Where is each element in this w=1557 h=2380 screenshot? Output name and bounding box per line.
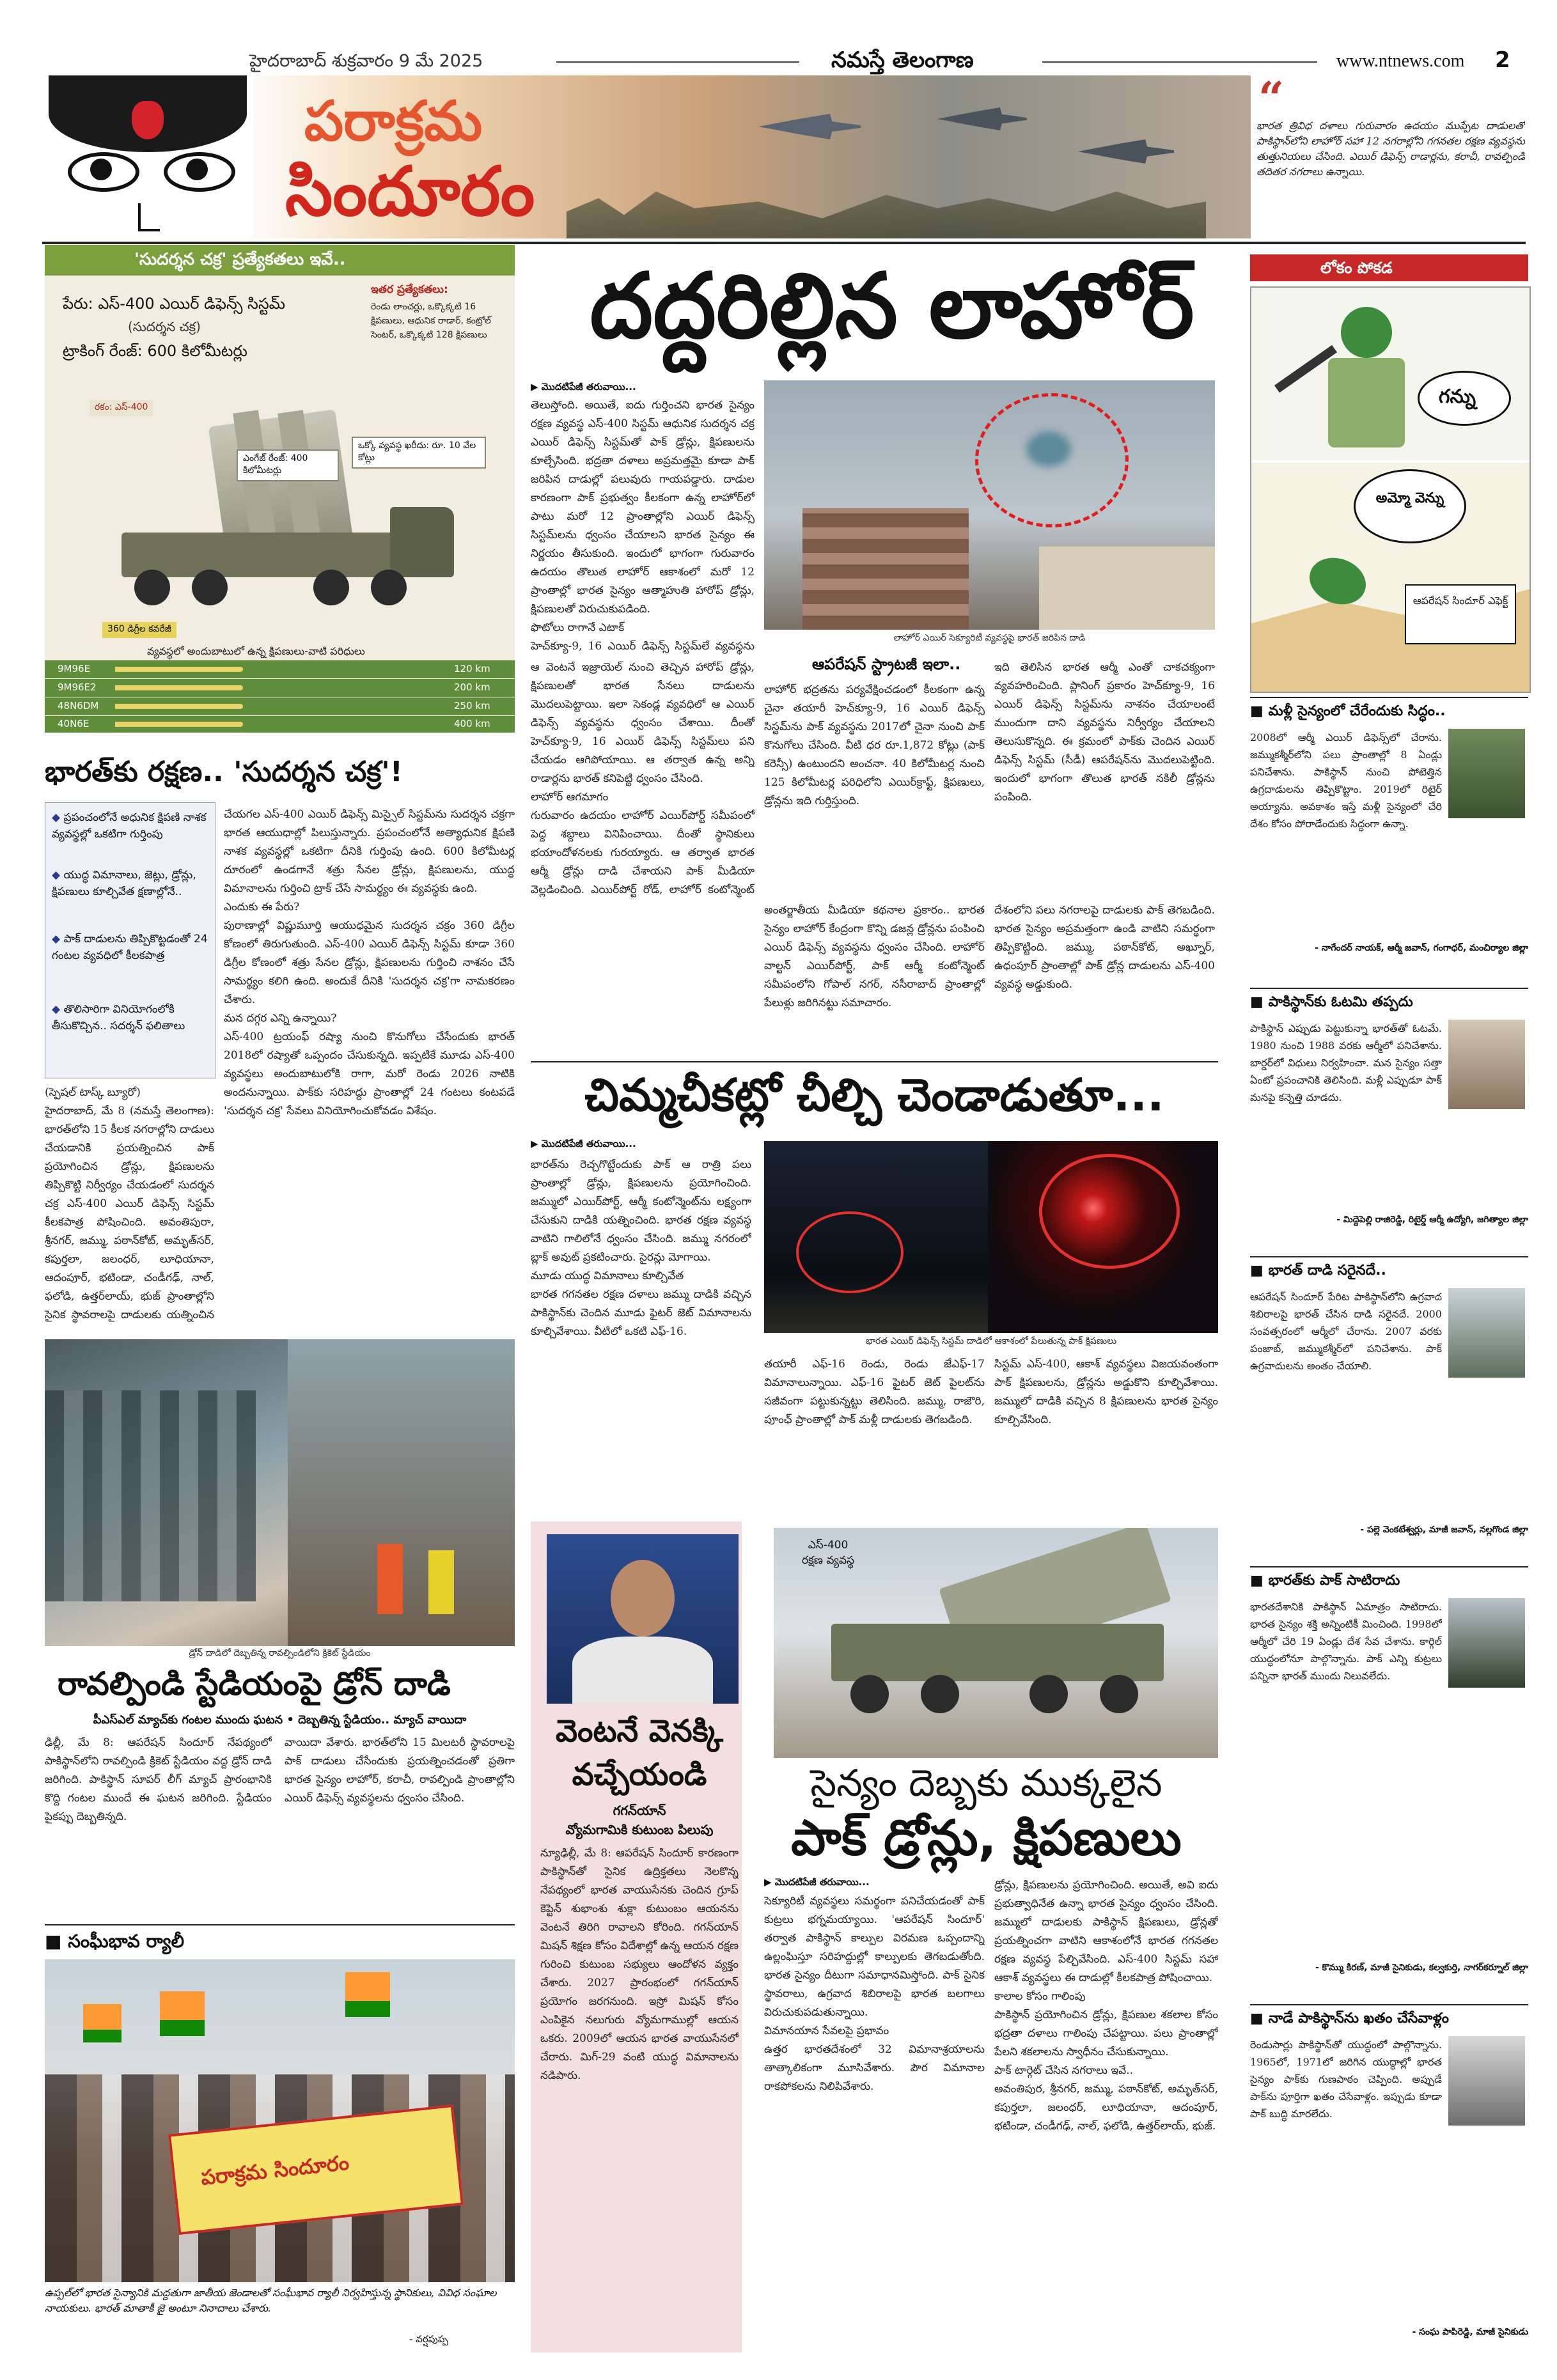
dark-photo-caption: భారత ఎయిర్ డిఫెన్స్ సిస్టమ్ దాడిలో ఆకాశంలో పేలుతున్న పాక్ క్షిపణులు (865, 1336, 1117, 1346)
dark-headline: చిమ్మచీకట్లో చీల్చి చెండాడుతూ... (584, 1069, 1164, 1121)
cartoon-bubble-text: అమ్మో వెన్ను (1375, 490, 1444, 506)
bullet-item: ◆ పాక్ దాడులను తిప్పికొట్టడంతో 24 గంటల వ్యవధిలో కీలకపాత్ర (52, 933, 208, 962)
cartoon-bubble-text: గన్ను (1439, 385, 1476, 408)
infobox-name: పేరు: ఎస్-400 ఎయిర్ డిఫెన్స్ సిస్టమ్ (63, 295, 286, 313)
missile-row (45, 716, 515, 733)
missile-blast-circle (1039, 1154, 1180, 1269)
sidebar-item-credit: - నాగేందర్ నాయక్, ఆర్మీ జవాన్, గంగాధర్, మంచిర్యాల జిల్లా (1315, 943, 1528, 953)
cartoon-panel-1 (1251, 288, 1530, 460)
missile-range: 120 km (454, 663, 490, 674)
sidebar-item-body: ఆపరేషన్ సిందూర్‌ పేరిట పాకిస్థాన్‌లోని ఉగ్రవాద శిబిరాలపై భారత్ చేసిన దాడి సరైనదే. 2000 సంవత్సరంలో ఆర్మీలో చేరాను. 2007 వరకు పంజాబ్, జమ్ముకశ్మీర్‌లో పనిచేశాను. పాక్ ఉగ్రవాదులను అంతం చేయాలి. (1250, 1291, 1442, 1372)
sidebar-item (1250, 1256, 1528, 1563)
lahore-col5: అంతర్జాతీయ మీడియా కథనాల ప్రకారం.. భారత సైన్యం లాహోర్ కేంద్రంగా కొన్ని డజన్ల డ్రోన్లను పంపించి ఎయిర్ డిఫెన్స్ వ్యవస్థను ధ్వంసం చేసింది. లాహోర్ వాల్టన్ ఎయిర్‌పోర్ట్, పాక్ ఆర్మీ కంటోన్మెంట్ సమీపంలోని గోపాల్ నగర్, నసీరాబాద్ ప్రాంతాల్లో పేలుళ్లు జరిగినట్టు సమాచారం. (764, 904, 985, 1009)
rally-caption: ఉప్పల్‌లో భారత సైన్యానికి మద్దతుగా జాతీయ జెండాలతో సంఘీభావ ర్యాలీ నిర్వహిస్తున్న స్థానికులు, వివిధ సంఘాల నాయకులు. భారత్ మాతాకీ జై అంటూ నినాదాలు చేశారు. (45, 2287, 497, 2314)
gaganyan-body: న్యూఢిల్లీ, మే 8: ఆపరేషన్ సిందూర్ కారణంగా పాకిస్థాన్‌తో సైనిక ఉద్రిక్తతలు నెలకొన్న నేపథ్యంలో భారత వాయుసేనకు చెందిన గ్రూప్ కెప్టెన్ శుభాంశు శుక్లా కుటుంబం ఆయనను వెంటనే తిరిగి రావాలని కోరింది. గగన్‌యాన్ మిషన్ శిక్షణ కోసం విదేశాల్లో ఉన్న ఆయన రక్షణ గురించి కుటుంబ సభ్యులు ఆందోళన వ్యక్తం చేశారు. 2027 ప్రారంభంలో గగన్‌యాన్ ప్రయోగం జరగనుంది. ఇస్రో మిషన్ కోసం ఎంపికైన నలుగురు వ్యోమగాముల్లో ఆయన ఒకరు. 2009లో ఆయన భారత వాయుసేనలో చేరారు. మిగ్-29 వంటి యుద్ధ విమానాలను నడిపారు. (540, 1847, 739, 2082)
fighter-jet-icon (758, 114, 861, 139)
cartoon-title: లోకం పోకడ (1320, 259, 1393, 277)
sidebar-portrait (1448, 729, 1525, 818)
masthead-rule-left (556, 61, 799, 63)
missile-range: 250 km (454, 700, 490, 712)
stadium-subhead: పీఎస్ఎల్ మ్యాచ్‌కు గంటల ముందు ఘటన • దెబ్బతిన్న స్టేడియం.. మ్యాచ్ వాయిదా (93, 1713, 467, 1727)
cartoon-sign-text: ఆపరేషన్ సిందూర్ ఎఫెక్ట్ (1412, 595, 1508, 607)
stadium-body-2: వాయిదా వేశారు. భారత్‌లోని 15 మిలటరీ స్థావరాలపై పాక్ దాడులు చేసేందుకు ప్రయత్నించడంతో ప్రతిగా భారత సైన్యం లాహోర్, కరాచీ, రావల్పిండి ప్రాంతాల్లోని ఎయిర్ డిఫెన్స్ వ్యవస్థలను ధ్వంసం చేసింది. (285, 1736, 515, 1805)
sudarshan-body-right: చేయగల ఎస్-400 ఎయిర్ డిఫెన్స్ మిస్సైల్ సిస్టమ్‌ను సుదర్శన చక్రగా భారత ఆయుధాల్లో పిలుస్తున్నారు. ప్రపంచంలోనే అత్యాధునిక క్షిపణి నాశక వ్యవస్థల్లో ఒకటిగా దీనికి గుర్తింపు ఉంది. 600 కిలోమీటర్ల దూరంలో ఉండగానే శత్రు సేనల డ్రోన్లు, క్షిపణులను, యుద్ధ విమానాలను గుర్తించి ట్రాక్ చేసే సామర్థ్యం ఈ వ్యవస్థకు ఉంది. ఎందుకు ఈ పేరు? పురాణాల్లో విష్ణుమూర్తి ఆయుధమైన సుదర్శన చక్రం 360 డిగ్రీల కోణంలో తిరుగుతుంది. ఎస్-400 ఎయిర్ డిఫెన్స్ సిస్టమ్ కూడా 360 డిగ్రీల కోణంలో శత్రు సేనల డ్రోన్లు, క్షిపణులను గుర్తించి నాశనం చేసే సామర్థ్యం కలిగి ఉంది. అందుకే దీనికి 'సుదర్శన చక్ర'గా నామకరణం చేశారు. మన దగ్గర ఎన్ని ఉన్నాయి? ఎస్-400 ట్రయంఫ్ రష్యా నుంచి కొనుగోలు చేసేందుకు భారత్ 2018లో రష్యాతో ఒప్పందం చేసుకున్నది. ఇప్పటికే మూడు ఎస్-400 వ్యవస్థలు అందుబాటులోకి రాగా, మరో రెండు 2026 నాటికి అందనున్నాయి. పాక్‌కు సరిహద్దు ప్రాంతాల్లో 24 గంటలు కంటపడే 'సుదర్శన చక్ర' సేవలు వినియోగించుకోవడం విశేషం. (224, 808, 515, 1117)
lahore-headline: దద్దరిల్లిన లాహోర్ (590, 254, 1194, 359)
drones-col2: డ్రోన్లు, క్షిపణులను ప్రయోగించింది. అయితే, అవి ఐదు ప్రభుత్వాధినేత ఉన్నా భారత సైన్యం ధ్వంసం చేసింది. జమ్ములో దాడులకు పాకిస్థాన్ క్షిపణులు, డ్రోన్లతో ప్రయత్నించగా వాటిని ఆకాశంలోనే భారత గగనతల రక్షణ వ్యవస్థ పేల్చివేసింది. ఎస్-400 సిస్టమ్ సహా ఆకాశ్ వ్యవస్థలు ఈ దాడుల్లో కీలకపాత్ర పోషించాయి. కాలాల కోసం గాలింపు పాకిస్థాన్ ప్రయోగించిన డ్రోన్లు, క్షిపణుల శకలాల కోసం భద్రతా దళాలు గాలింపు చేపట్టాయి. పలు ప్రాంతాల్లో పేలని శకలాలను స్వాధీనం చేసుకున్నాయి. పాక్ టార్గెట్ చేసిన నగరాలు ఇవే.. అవంతిపుర, శ్రీనగర్, జమ్ము, పఠాన్‌కోట్, అమృత్‌సర్, కపుర్తలా, జలంధర్, లూధియానా, ఆదంపూర్, భటిండా, చండీగఢ్, నాల్, ఫలోడి, ఉత్తర్‌లాయ్, భుజ్. (994, 1879, 1218, 2133)
infobox-subname: (సుదర్శన చక్ర) (128, 319, 201, 334)
masthead-rule-right (1042, 61, 1317, 63)
missile-name: 40N6E (58, 718, 90, 729)
infobox-range: ట్రాకింగ్ రేంజ్: 600 కిలోమీటర్లు (63, 342, 247, 360)
banner (42, 75, 1251, 238)
drones-headline-1: సైన్యం దెబ్బకు ముక్కలైన (810, 1761, 1162, 1805)
rally-banner-text: పరాక్రమ సిందూరం (200, 2150, 350, 2190)
lahore-op-title: ఆపరేషన్ స్ట్రాటజీ ఇలా.. (812, 655, 961, 673)
dateline: హైదరాబాద్ శుక్రవారం 9 మే 2025 (249, 51, 483, 71)
stadium-headline: రావల్పిండి స్టేడియంపై డ్రోన్ దాడి (58, 1665, 451, 1702)
masthead (45, 47, 1528, 79)
infobox-features: రెండు లాంచర్లు, ఒక్కొక్కటి 16 క్షిపణులు, ఆధునిక రాడార్, కంట్రోల్ సెంటర్, ఒక్కొక్కటి 128 క్షిపణులు (371, 302, 491, 340)
fighter-jet-icon (1078, 139, 1174, 164)
stadium-caption: డ్రోన్ దాడిలో దెబ్బతిన్న రావల్పిండిలోని క్రికెట్ స్టేడియం (189, 1648, 371, 1658)
gaganyan-kicker: గగన్‌యాన్ (613, 1803, 666, 1818)
lahore-col3: లాహోర్ భద్రతను పర్యవేక్షించడంలో కీలకంగా ఉన్న చైనా తయారీ హెచ్‌క్యూ-9, 16 ఎయిర్ డిఫెన్స్ సిస్టమ్‌ను పాక్ వ్యవస్థను 2017లో చైనా నుంచి పాక్ కొనుగోలు చేసింది. వీటి ధర రూ.1,872 కోట్లు (పాక్ కరెన్సీ) ఉంటుందని అంచనా. 40 కిలోమీటర్ల నుంచి 125 కిలోమీటర్ల పరిధిలోని ఎయిర్‌క్రాఫ్ట్, క్షిపణులు, డ్రోన్లను ఇది గుర్తిస్తుంది. (764, 683, 985, 807)
banner-bottom-rule (42, 242, 1526, 244)
banner-title-2: సిందూరం (285, 152, 535, 231)
infobox-features-title: ఇతర ప్రత్యేకతలు: (371, 283, 448, 296)
dark-body-1: భారత్‌ను రెచ్చగొట్టేందుకు పాక్ ఆ రాత్రి పలు ప్రాంతాల్లో డ్రోన్లు, క్షిపణులను ప్రయోగించింది. జమ్ములో ఎయిర్‌పోర్ట్, ఆర్మీ కంటోన్మెంట్‌ను లక్ష్యంగా చేసుకుని దాడికి యత్నించింది. భారత రక్షణ వ్యవస్థ వాటిని గాలిలోనే ధ్వంసం చేసింది. జమ్ము నగరంలో బ్లాక్ అవుట్ ప్రకటించారు. సైరన్లు మోగాయి. మూడు యుద్ధ విమానాలు కూల్చివేత భారత గగనతల రక్షణ దళాలు జమ్ము దాడికి వచ్చిన పాకిస్థాన్‌కు చెందిన మూడు ఫైటర్ జెట్ విమానాలను కూల్చివేశాయి. వీటిలో ఒకటి ఎఫ్-16. (531, 1158, 751, 1338)
cartoon (1250, 286, 1531, 693)
banner-quote-mark: “ (1258, 72, 1285, 125)
missile-name: 48N6DM (58, 700, 99, 712)
gaganyan-subhead: వ్యోమగామికి కుటుంబ పిలుపు (565, 1822, 714, 1837)
sidebar-item-credit: - పల్లె వెంకటేశ్వర్లు, మాజీ జవాన్, నల్లగొండ జిల్లా (1360, 1525, 1528, 1535)
stadium-body-1: ఢిల్లీ, మే 8: ఆపరేషన్ సిందూర్ నేపథ్యంలో పాకిస్థాన్‌లోని రావల్పిండి క్రికెట్ స్టేడియం వద్ద డ్రోన్ దాడి జరిగింది. పాకిస్థాన్ సూపర్ లీగ్ మ్యాచ్ ప్రారంభానికి కొద్ది గంటల ముందే ఈ ఘటన జరిగింది. స్టేడియం పైకప్పు దెబ్బతిన్నది. (45, 1736, 272, 1823)
sidebar-item-body: రెండుసార్లు పాకిస్థాన్‌తో యుద్ధంలో పాల్గొన్నాను. 1965లో, 1971లో జరిగిన యుద్ధాల్లో భారత సైన్యం పాక్‌కు గుణపాఠం చెప్పింది. అప్పుడే పాక్‌ను పూర్తిగా ఖతం చేసేవాళ్లం. ఇప్పుడు కూడా పాక్ బుద్ధి మారలేదు. (1250, 2039, 1442, 2120)
lahore-lead: ▶ మొదటిపేజీ తరువాయి... (531, 381, 636, 393)
banner-title-1: పరాక్రమ (304, 89, 483, 153)
sidebar-portrait (1448, 1020, 1525, 1109)
paper-name: నమస్తే తెలంగాణ (831, 47, 974, 73)
sidebar-item (1250, 2004, 1528, 2349)
sidebar-item-title: ■ నాడే పాకిస్థాన్‌ను ఖతం చేసేవాళ్లం (1250, 2011, 1449, 2026)
dark-body-2: తయారీ ఎఫ్-16 రెండు, రెండు జేఎఫ్-17 విమానాలున్నాయి. ఎఫ్-16 ఫైటర్ జెట్ పైలట్‌ను సజీవంగా పట్టుకున్నట్టు తెలిసింది. జమ్ము, రాజౌరి, పూంఛ్ ప్రాంతాల్లో పాక్ మళ్లీ దాడులకు తెగబడింది. (764, 1358, 985, 1426)
sidebar-item-title: ■ భారత్ దాడి సరైనదే.. (1250, 1263, 1386, 1279)
missile-range: 400 km (454, 718, 490, 729)
bullet-item: ◆ యుద్ధ విమానాలు, జెట్లు, డ్రోన్లు, క్షిపణులు కూల్చివేత క్షణాల్లోనే.. (52, 869, 196, 898)
cartoon-bubble (1354, 469, 1466, 543)
cartoon-bubble (1418, 371, 1511, 426)
missile-row (45, 679, 515, 697)
sidebar-item-title: ■ భారత్‌కు పాక్ సాటిరాదు (1250, 1573, 1400, 1589)
cartoon-title-bar (1250, 254, 1528, 281)
gaganyan-headline-2: వచ్చేయండి (572, 1757, 707, 1793)
sidebar-item (1250, 1566, 1528, 2001)
infobox-tag-engage: ఎంగేజ్ రేంజ్: 400 కిలోమీటర్లు (237, 449, 339, 481)
missile-icon (115, 685, 243, 690)
missile-row (45, 697, 515, 715)
sidebar-item-body: పాకిస్థాన్‌ ఎప్పుడు పెట్టుకున్నా భారత్‌తో ఓటమే. 1980 నుంచి 1988 వరకు ఆర్మీలో పనిచేశాను. బార్డర్‌లో విధులు నిర్వహించా. మన సైన్యం సత్తా ఏంటో ప్రపంచానికి తెలిసింది. మళ్లీ ఎప్పుడూ పాక్ మనపై కన్నెత్తి చూడదు. (1250, 1022, 1442, 1103)
dark-photo (764, 1141, 1218, 1333)
stadium-photo (45, 1339, 515, 1646)
infobox-tag-coverage: 360 డిగ్రీల కవరేజీ (102, 622, 176, 638)
sidebar-portrait (1448, 1288, 1525, 1378)
s400-infobox (45, 245, 515, 733)
face-illustration (42, 75, 253, 238)
missile-row (45, 660, 515, 678)
drones-lead: ▶ మొదటిపేజీ తరువాయి... (764, 1876, 870, 1888)
rally-photo (45, 1959, 515, 2282)
sidebar-item-body: 2008లో ఆర్మీ ఎయిర్ డిఫెన్స్‌లో చేరాను. జమ్ముకశ్మీర్‌లోని పలు ప్రాంతాల్లో 8 ఏండ్లు పనిచేశాను. పాకిస్థాన్ నుంచి పోటెత్తిన ఉగ్రదాడులను తిప్పికొట్టాం. 2019లో రిటైర్ అయ్యాను. అవకాశం ఇస్తే మళ్లీ సైన్యంలో చేరి దేశం కోసం పోరాడేందుకు సిద్ధంగా ఉన్నా. (1250, 731, 1442, 830)
lahore-col2: ఆ వెంటనే ఇజ్రాయెల్ నుంచి తెచ్చిన హారోప్ డ్రోన్లు, క్షిపణులతో భారత సేనలు దాడులను మొదలుపెట్టాయి. ఇలా సెకండ్ల వ్యవధిలో ఆ ఎయిర్ డిఫెన్స్ వ్యవస్థను ధ్వంసం చేశాయి. దీంతో హెచ్‌క్యూ-9, 16 ఎయిర్ డిఫెన్స్ సిస్టమ్‌లు పని చేయడం ఆగిపోయాయి. ఆ తర్వాత ఉన్న అన్ని రాడార్లను భారత్ కనిపెట్టి ధ్వంసం చేసింది. లాహోర్ ఆగమాగం గురువారం ఉదయం లాహోర్ ఎయిర్‌పోర్ట్ సమీపంలో పెద్ద శబ్దాలు వినిపించాయి. దీంతో స్థానికులు భయాందోళనలకు గురయ్యారు. ఆ తర్వాత భారత ఆర్మీ డ్రోన్లు దాడి చేశాయని పాక్ మీడియా వెల్లడించింది. ఎయిర్‌పోర్ట్ రోడ్, లాహోర్ కంటోన్మెంట్ (531, 661, 755, 896)
sidebar-item-credit: - కొమ్ము కిరణ్, మాజీ సైనికుడు, కల్వకుర్తి, నాగర్‌కర్నూల్ జిల్లా (1315, 1963, 1528, 1973)
missile-icon (115, 704, 243, 709)
dark-rule (531, 1061, 1218, 1062)
sidebar-portrait (1448, 2036, 1525, 2126)
drones-photo-label: ఎస్-400 రక్షణ వ్యవస్థ (801, 1539, 855, 1567)
site-url: www.ntnews.com (1336, 51, 1465, 71)
lahore-col4: ఇది తెలిసిన భారత ఆర్మీ ఎంతో చాకచక్యంగా వ్యవహరించింది. ప్లానింగ్ ప్రకారం హెచ్‌క్యూ-9, 16 ఎయిర్ డిఫెన్స్ సిస్టమ్‌ను నాశనం చేయాలంటే ముందుగా దాని వ్యవస్థను నిర్వీర్యం చేయాలని తెలుసుకొన్నది. ఈ క్రమంలో పాక్‌కు చెందిన ఎయిర్ డిఫెన్స్ సిస్టమ్ (సీడీ) ఆపరేషన్‌ను మొదలుపెట్టింది. ఇందులో భాగంగా తొలుత భారత్ నకిలీ డ్రోన్లను పంపింది. (994, 661, 1215, 804)
lahore-col6: దేశంలోని పలు నగరాలపై దాడులకు పాక్ తెగబడింది. భారత సైన్యం అప్రమత్తంగా ఉండి వాటిని సమర్థంగా తిప్పికొట్టింది. జమ్ము, పఠాన్‌కోట్, అఖ్నూర్, ఉధంపూర్ ప్రాంతాల్లో పాక్ డ్రోన్ల దాడులను ఎస్-400 వ్యవస్థ అడ్డుకుంది. (994, 904, 1215, 991)
missile-icon (115, 667, 243, 672)
bullet-item: ◆ ప్రపంచంలోనే అధునిక క్షిపణి నాశక వ్యవస్థల్లో ఒకటిగా గుర్తింపు (52, 811, 207, 841)
banner-quote: భారత త్రివిధ దళాలు గురువారం ఉదయం ముప్పేట దాడులతో పాకిస్థాన్‌లోని లాహోర్ సహా 12 నగరాల్లోని గగనతల రక్షణ వ్యవస్థను తుత్తునియలు చేసింది. ఎయిర్ డిఫెన్స్ రాడార్లను, కరాచీ, రావల్పిండి తదితర నగరాలు ఉన్నాయి. (1256, 120, 1525, 178)
sidebar-item-credit: - సంఘ పాపిరెడ్డి, మాజీ సైనికుడు (1412, 2327, 1528, 2337)
drones-headline-2: పాక్ డ్రోన్లు, క్షిపణులు (791, 1809, 1182, 1866)
page-number: 2 (1495, 47, 1510, 73)
rally-rule (45, 1924, 515, 1925)
soldiers-silhouette (567, 171, 1206, 238)
sudarshan-headline: భారత్‌కు రక్షణ.. 'సుదర్శన చక్ర'! (45, 756, 403, 788)
sidebar-portrait (1448, 1598, 1525, 1688)
gaganyan-portrait (547, 1534, 739, 1704)
infobox-title: 'సుదర్శన చక్ర' ప్రత్యేకతలు ఇవే.. (134, 250, 346, 269)
missile-icon (115, 722, 243, 727)
lahore-photo-caption: లాహోర్ ఎయిర్ సెక్యూరిటీ వ్యవస్థపై భారత్ జరిపిన దాడి (893, 633, 1086, 643)
sidebar-item-title: ■ మళ్లీ సైన్యంలో చేరేందుకు సిద్ధం.. (1250, 703, 1446, 719)
missile-range: 200 km (454, 681, 490, 693)
rally-title: ■ సంఘీభావ ర్యాలీ (45, 1931, 185, 1952)
lahore-col1: తెలుస్తోంది. అయితే, ఐదు గుర్తించని భారత సైన్యం రక్షణ వ్యవస్థ ఎస్-400 సిస్టమ్ ఆధునిక సుదర్శన చక్ర ఎయిర్ డిఫెన్స్ సిస్టమ్‌తో పాక్ డ్రోన్లు, క్షిపణులను కూల్చేసింది. భద్రతా దళాలు అప్రమత్తమై కూడా పాక్ జరిపిన దాడుల్లో పలువురు గాయపడ్డారు. దాడుల కారణంగా పాక్ ప్రభుత్వం కీలకంగా ఉన్న లాహోర్‌లో పాటు మరో 12 ప్రాంతాల్లోని ఎయిర్ డిఫెన్స్ సిస్టమ్‌లను ధ్వంసం చేయాలని భారత సైన్యం ఈ నిర్ణయం తీసుకుంది. ఇందులో భాగంగా గురువారం ఉదయం తొలుత లాహోర్ ఆకాశంలో మరో 12 ప్రాంతాల్లో భారత సైన్యం ఆత్మాహుతి హారోప్ డ్రోన్లు, క్షిపణులతో విరుచుకుపడింది. ఫొటోలు రాగానే ఎటాక్ హెచ్‌క్యూ-9, 16 ఎయిర్ డిఫెన్స్ సిస్టమ్‌లే వ్యవస్థను (531, 399, 755, 653)
lahore-photo (764, 380, 1215, 630)
fighter-jet-icon (937, 107, 1027, 130)
dark-body-3: సిస్టమ్ ఎస్-400, ఆకాశ్ వ్యవస్థలు విజయవంతంగా పాక్ క్షిపణులను, డ్రోన్లను అడ్డుకొని కూల్చివేశాయి. జమ్ములో దాడికి వచ్చిన 8 క్షిపణులను భారత సైన్యం కూల్చివేసింది. (994, 1358, 1218, 1426)
dark-lead: ▶ మొదటిపేజీ తరువాయి... (531, 1138, 636, 1149)
sudarshan-bullets (45, 802, 215, 1078)
sidebar-item (1250, 988, 1528, 1256)
missile-name: 9M96E2 (58, 681, 97, 693)
infobox-tag-cost: ఒక్కో వ్యవస్థ ఖరీదు: రూ. 10 వేల కోట్లు (352, 437, 486, 469)
sudarshan-body-left: (స్పెషల్ టాస్క్ బ్యూరో) హైదరాబాద్, మే 8 (నమస్తే తెలంగాణ): భారత్‌లోని 15 కీలక నగరాల్లోని దాడులు చేయడానికి ప్రయత్నించిన పాక్ ప్రయోగించిన డ్రోన్లు, క్షిపణులను తిప్పికొట్టి నిర్వీర్యం చేయడంలో సుదర్శన చక్ర ఎస్-400 ఎయిర్ డిఫెన్స్ సిస్టమ్ కీలకపాత్ర పోషించింది. అవంతిపురా, శ్రీనగర్, జమ్ము, పఠాన్‌కోట్, అమృత్‌సర్, కపుర్తలా, జలంధర్, లూధియానా, ఆదంపూర్, భటిండా, చండీగఢ్, నాల్, ఫలోడి, ఉత్తర్‌లాయ్, భుజ్ ప్రాంతాల్లోని సైనిక స్థావరాలపై దాడులకు యత్నించిన (45, 1086, 214, 1321)
gaganyan-headline-1: వెంటనే వెనక్కి (556, 1713, 723, 1749)
missile-blast-circle (796, 1211, 904, 1293)
infobox-tag-type: రకం: ఎస్-400 (90, 400, 153, 416)
rally-credit: - వర్షపుప్ప (409, 2333, 448, 2345)
rally-title-text: సంఘీభావ ర్యాలీ (68, 1931, 185, 1952)
sidebar-item-body: భారతదేశానికి పాకిస్థాన్ ఏమాత్రం సాటిరాదు. భారత సైన్యం శక్తి అన్నింటికీ మించింది. 1998లో ఆర్మీలో చేరి 19 ఏండ్లు దేశ సేవ చేశాను. కార్గిల్ యుద్ధంలోనూ పాల్గొన్నాను. పాక్ ఎన్ని కుట్రలు పన్నినా భారత్ ముందు నిలువలేదు. (1250, 1601, 1442, 1682)
cartoon-sign (1405, 584, 1516, 644)
bullet-item: ◆ తొలిసారిగా వినియోగంలోకి తీసుకొచ్చిన.. సదర్శన్ ఫలితాలు (52, 1003, 185, 1032)
missile-name: 9M96E (58, 663, 91, 674)
cartoon-panel-2 (1251, 463, 1530, 692)
sidebar-item-title: ■ పాకిస్థాన్‌కు ఓటమి తప్పదు (1250, 994, 1413, 1010)
drones-col1: సెక్యూరిటీ వ్యవస్థలు సమర్థంగా పనిచేయడంతో పాక్ కుట్రలు భగ్నమయ్యాయి. 'ఆపరేషన్ సిందూర్' తర్వాత పాకిస్థాన్ కాల్పుల విరమణ ఒప్పందాన్ని ఉల్లంఘిస్తూ సరిహద్దుల్లో కాల్పులకు తెగబడుతోంది. భారత సైన్యం దీటుగా సమాధానమిస్తోంది. పాక్ సైనిక స్థావరాలు, ఉగ్రవాద శిబిరాలపై భారత బలగాలు విరుచుకుపడుతున్నాయి. విమానయాన సేవలపై ప్రభావం ఉత్తర భారతదేశంలో 32 విమానాశ్రయాలను తాత్కాలికంగా మూసివేశారు. పౌర విమానాల రాకపోకలను నిలిపివేశారు. (764, 1895, 985, 2093)
sidebar-item-credit: - మిద్దెపెల్లి రాజిరెడ్డి, రిటైర్డ్ ఆర్మీ ఉద్యోగి, జగిత్యాల జిల్లా (1336, 1215, 1528, 1225)
sidebar-item (1250, 697, 1528, 984)
infobox-footer: వ్యవస్థలో అందుబాటులో ఉన్న క్షిపణులు-వాటి పరిధులు (147, 645, 365, 657)
